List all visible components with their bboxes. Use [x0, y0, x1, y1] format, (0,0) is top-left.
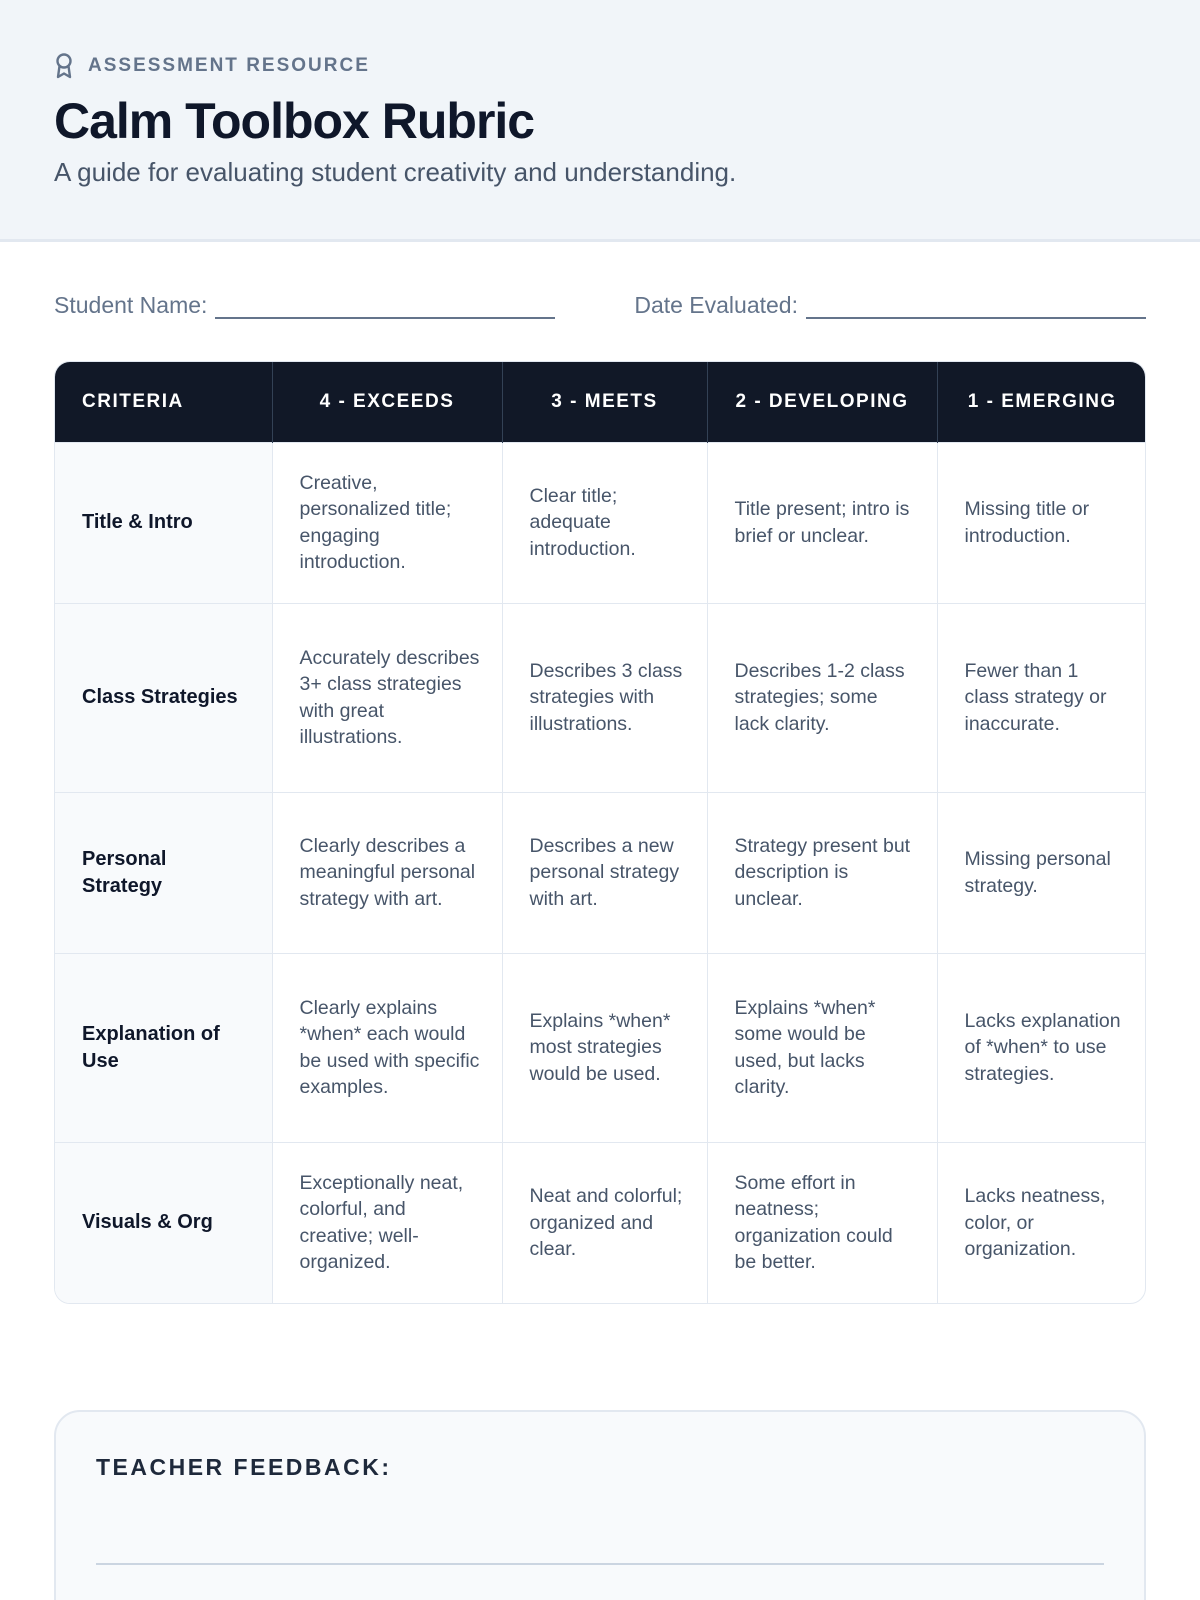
date-evaluated-field[interactable] — [634, 292, 1146, 319]
emerging-cell: Lacks neatness, color, or organization. — [937, 1142, 1146, 1303]
rubric-table-container — [54, 361, 1146, 1304]
developing-cell: Title present; intro is brief or unclear. — [707, 442, 937, 603]
header-exceeds: 4 - EXCEEDS — [272, 362, 502, 442]
meets-cell: Describes a new personal strategy with art. — [502, 792, 707, 953]
criteria-cell: Class Strategies — [55, 603, 272, 792]
student-name-label: Student Name: — [54, 292, 208, 318]
header-meets: 3 - MEETS — [502, 362, 707, 442]
criteria-cell: Personal Strategy — [55, 792, 272, 953]
meets-cell: Clear title; adequate introduction. — [502, 442, 707, 603]
teacher-feedback-box[interactable] — [54, 1410, 1146, 1600]
table-row — [55, 1142, 1146, 1303]
criteria-cell: Visuals & Org — [55, 1142, 272, 1303]
date-evaluated-line[interactable] — [806, 297, 1146, 319]
meets-cell: Describes 3 class strategies with illustrations. — [502, 603, 707, 792]
exceeds-cell: Clearly describes a meaningful personal strategy with art. — [272, 792, 502, 953]
criteria-cell: Explanation of Use — [55, 953, 272, 1142]
teacher-feedback-title: TEACHER FEEDBACK: — [96, 1454, 392, 1480]
student-info-fields — [0, 292, 1200, 319]
table-row — [55, 792, 1146, 953]
header-emerging: 1 - EMERGING — [937, 362, 1146, 442]
exceeds-cell: Clearly explains *when* each would be used with specific examples. — [272, 953, 502, 1142]
exceeds-cell: Accurately describes 3+ class strategies with great illustrations. — [272, 603, 502, 792]
exceeds-cell: Creative, personalized title; engaging introduction. — [272, 442, 502, 603]
header-criteria: CRITERIA — [55, 362, 272, 442]
emerging-cell: Fewer than 1 class strategy or inaccurate. — [937, 603, 1146, 792]
exceeds-cell: Exceptionally neat, colorful, and creative; well-organized. — [272, 1142, 502, 1303]
award-ribbon-icon — [54, 53, 74, 79]
student-name-field[interactable] — [54, 292, 555, 319]
criteria-cell: Title & Intro — [55, 442, 272, 603]
table-row — [55, 603, 1146, 792]
meets-cell: Explains *when* most strategies would be used. — [502, 953, 707, 1142]
emerging-cell: Missing personal strategy. — [937, 792, 1146, 953]
developing-cell: Strategy present but description is unclear. — [707, 792, 937, 953]
emerging-cell: Missing title or introduction. — [937, 442, 1146, 603]
header-developing: 2 - DEVELOPING — [707, 362, 937, 442]
developing-cell: Explains *when* some would be used, but lacks clarity. — [707, 953, 937, 1142]
emerging-cell: Lacks explanation of *when* to use strategies. — [937, 953, 1146, 1142]
student-name-line[interactable] — [215, 297, 555, 319]
developing-cell: Some effort in neatness; organization could be better. — [707, 1142, 937, 1303]
page-subtitle: A guide for evaluating student creativity and understanding. — [54, 157, 737, 187]
meets-cell: Neat and colorful; organized and clear. — [502, 1142, 707, 1303]
table-row — [55, 442, 1146, 603]
rubric-table — [55, 362, 1146, 1303]
kicker — [54, 52, 1146, 80]
table-row — [55, 953, 1146, 1142]
date-evaluated-label: Date Evaluated: — [634, 292, 798, 318]
page-header — [0, 0, 1200, 242]
page-title: Calm Toolbox Rubric — [54, 93, 535, 149]
table-header-row — [55, 362, 1146, 442]
kicker-label: ASSESSMENT RESOURCE — [88, 55, 370, 76]
feedback-writing-line — [96, 1563, 1104, 1565]
developing-cell: Describes 1-2 class strategies; some lack clarity. — [707, 603, 937, 792]
